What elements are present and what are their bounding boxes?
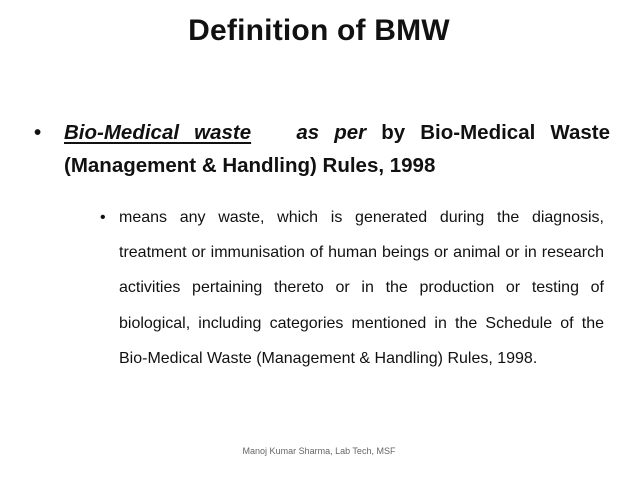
bullet-marker: • [34, 121, 42, 144]
slide-footer: Manoj Kumar Sharma, Lab Tech, MSF [242, 446, 396, 456]
definition-text: means any waste, which is generated during the diagnosis, treatment or immunisation of human beings or animal or in research activities pertaining thereto or in the production or testing of biological, including categories mentioned in the Schedule of the Bio-Medical Waste (Management & Handling) Rules, 1998. [119, 209, 604, 367]
main-bullet-text [38, 116, 610, 182]
slide-title: Definition of BMW [188, 14, 450, 47]
sub-bullet [100, 200, 604, 376]
sub-bullet-marker: • [100, 209, 106, 226]
as-per-text: as per [296, 121, 367, 144]
defined-term: Bio-Medical waste [64, 121, 252, 144]
main-bullet [34, 116, 610, 182]
rules-reference: by Bio-Medical Waste (Management & Handling) Rules, 1998 [64, 121, 610, 177]
